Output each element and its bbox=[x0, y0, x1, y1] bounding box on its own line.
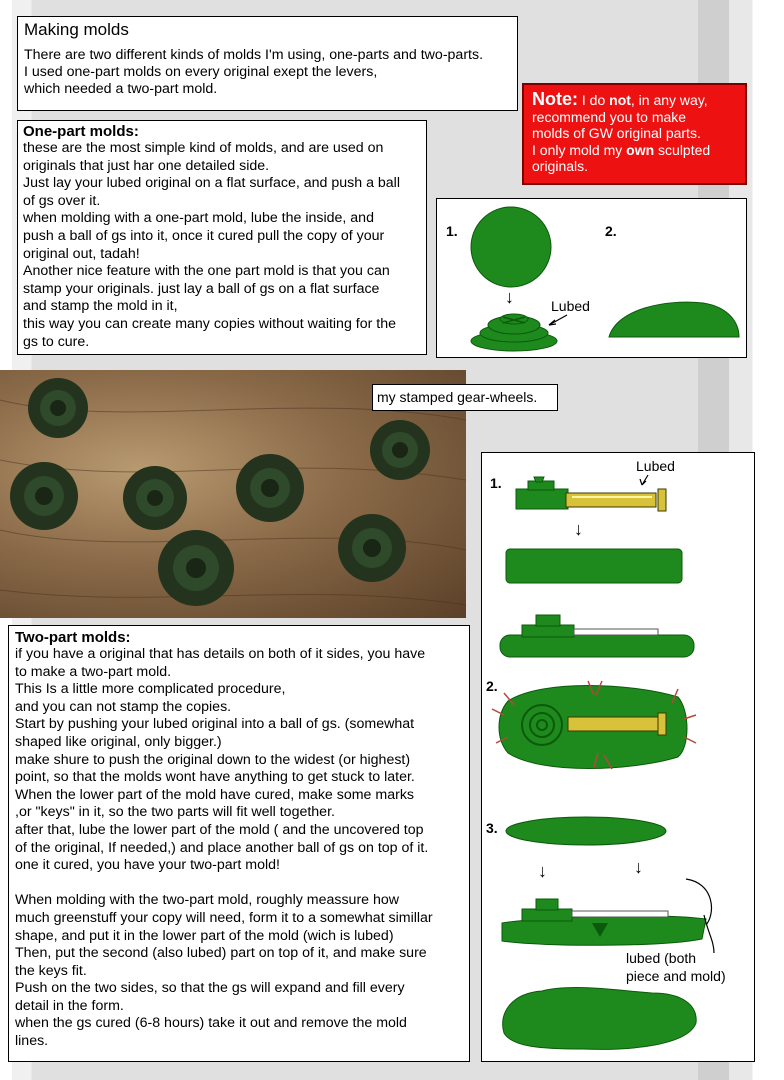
diagram2-lubed-label: Lubed bbox=[636, 458, 675, 474]
gs-ball bbox=[471, 207, 551, 287]
diagram2-arrow-2: ↓ bbox=[538, 861, 547, 881]
note-text-4b: own bbox=[626, 141, 655, 158]
photo-caption-text: my stamped gear-wheels. bbox=[377, 389, 538, 405]
two-part-title: Two-part molds: bbox=[15, 629, 131, 646]
stamped-gear-6 bbox=[158, 530, 234, 606]
note-text-1c: , in any way, bbox=[630, 92, 708, 108]
page-title: Making molds bbox=[24, 20, 129, 39]
note-line-3: molds of GW original parts. bbox=[532, 125, 701, 142]
note-line-5: originals. bbox=[532, 158, 589, 175]
finished-two-part-mold bbox=[503, 988, 697, 1050]
note-text-1a: I do bbox=[578, 92, 610, 108]
stamped-gear-7 bbox=[338, 514, 406, 582]
two-part-box bbox=[8, 625, 470, 1062]
diagram2-lubed-pointer bbox=[640, 475, 648, 485]
intro-box bbox=[17, 16, 518, 111]
mold-mound bbox=[609, 302, 739, 337]
photo-caption bbox=[372, 384, 558, 411]
diagram1-lubed-label: Lubed bbox=[551, 298, 590, 314]
note-label: Note: bbox=[532, 89, 578, 109]
one-part-text: these are the most simple kind of molds, and are used on originals that just har one detailed side. Just lay your lubed original on a flat surface, and push a ball of gs over it. when molding with a one-part mold, lube the inside, and push a ball of gs into it, once it cured pull the copy of your original out, tadah! Another nice feature with the one part mold is that you can stamp your originals. just lay a ball of gs on a flat surface and stamp the mold in it, this way you can create many copies without waiting for the gs to cure. bbox=[23, 140, 400, 350]
lower-mold-with-keys bbox=[492, 681, 696, 769]
stamped-gear-2 bbox=[10, 462, 78, 530]
diagram1-step1: 1. bbox=[446, 223, 458, 239]
two-part-text: if you have a original that has details on both of it sides, you have to make a two-part mold. This Is a little more complicated procedure, and you can not stamp the copies. Start by pushing your lubed original into a ball of gs. (somewhat shaped like original, only bigger.) make shure to push the original down to the widest (or highest) point, so that the molds wont have anything to get stuck to later. When the lower part of the mold have cured, make some marks ,or "keys" in it, so the two parts will fit well together. after that, lube the lower part of the mold ( and the uncovered top of the original, If needed,) and place another ball of gs on top of it. one it cured, you have your two-part mold! When molding with the two-part mold, roughly meassure how much greenstuff your copy will need, form it to a somewhat simillar shape, and put it in the lower part of the mold (wich is lubed) Then, put the second (also lubed) part on top of it, and make sure the keys fit. Push on the two sides, so that the gs will expand and fill every detail in the form. when the gs cured (6-8 hours) take it out and remove the mold lines. bbox=[15, 646, 433, 1050]
diagram2-step3: 3. bbox=[486, 820, 498, 836]
gs-top-ball bbox=[506, 817, 666, 845]
original-in-mold bbox=[500, 615, 694, 657]
note-text-4a: I only mold my bbox=[532, 141, 627, 158]
two-part-diagram-svg bbox=[482, 453, 756, 1063]
note-text-4c: sculpted bbox=[654, 141, 711, 158]
diagram1-step2: 2. bbox=[605, 223, 617, 239]
diagram2-lubed-both-1: lubed (both bbox=[626, 950, 697, 966]
stamped-gear-5 bbox=[370, 420, 430, 480]
one-part-diagram-svg bbox=[437, 199, 748, 359]
diagram2-step2: 2. bbox=[486, 678, 498, 694]
stamped-gear-1 bbox=[28, 378, 88, 438]
diagram2-lubed-both-2: piece and mold) bbox=[626, 968, 726, 984]
one-part-box bbox=[17, 120, 427, 355]
stamped-gear-4 bbox=[236, 454, 304, 522]
note-line-1 bbox=[532, 91, 737, 109]
stamped-gear-3 bbox=[123, 466, 187, 530]
one-part-diagram bbox=[436, 198, 747, 358]
note-box bbox=[522, 83, 747, 185]
diagram1-arrow: ↓ bbox=[505, 287, 514, 307]
note-text-1b: not bbox=[609, 92, 631, 108]
gs-block bbox=[506, 549, 682, 583]
diagram2-arrow-1: ↓ bbox=[574, 519, 583, 539]
diagram2-step1: 1. bbox=[490, 475, 502, 491]
intro-text: There are two different kinds of molds I'm using, one-parts and two-parts. I used one-part molds on every original exept the levers, which needed a two-part mold. bbox=[24, 47, 484, 97]
note-line-4 bbox=[532, 142, 737, 159]
gear-original-icon bbox=[471, 314, 557, 351]
two-part-diagram bbox=[481, 452, 755, 1062]
mold-with-original bbox=[502, 899, 706, 945]
note-line-2: recommend you to make bbox=[532, 108, 687, 125]
diagram2-arrow-3: ↓ bbox=[634, 857, 643, 877]
one-part-title: One-part molds: bbox=[23, 123, 139, 140]
